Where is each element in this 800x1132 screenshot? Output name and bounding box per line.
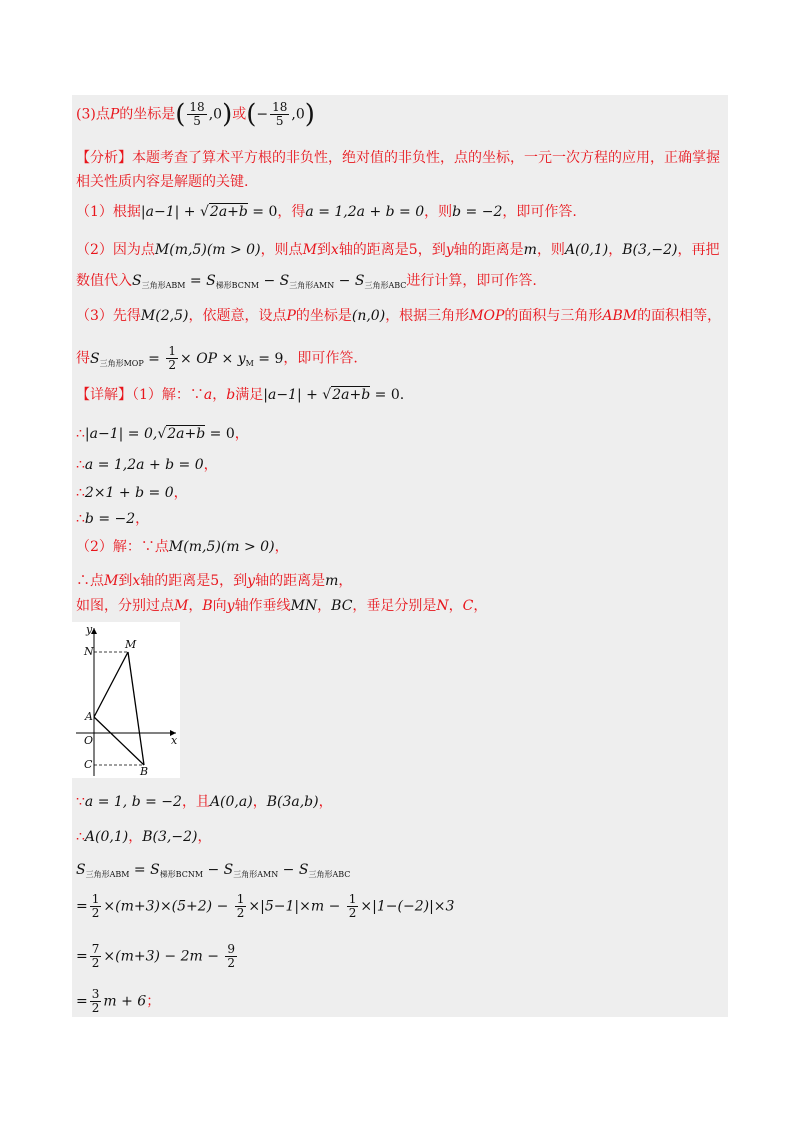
segment-AM: [94, 652, 128, 717]
area-result: = $\frac{3}{2}$ m + 6；: [76, 987, 161, 1015]
area-equation: $S_{三角形ABM} = S_{梯形BCNM} - S_{三角形AMN} - S_{三角形ABC}$: [76, 862, 351, 879]
label-y: y: [86, 623, 93, 636]
analysis-heading: 【分析】本题考查了算术平方根的非负性，绝对值的非负性，点的坐标，一元一次方程的应用，正确掌握: [76, 150, 720, 166]
answer-part3: (3)点P的坐标是( $\frac{18}{5}$ ,0)或(− $\frac{18}{5}$ ,0): [76, 99, 315, 130]
label-B: B: [140, 765, 149, 778]
coordinate-figure: [72, 622, 180, 778]
analysis-step2: （2）因为点M(m,5)(m > 0)，则点M到x轴的距离是5，到y轴的距离是m，则A(0,1)，B(3,−2)，再把: [76, 242, 720, 258]
analysis-step3: （3）先得M(2,5)，依题意，设点P的坐标是(n,0)，根据三角形MOP的面积与三角形ABM的面积相等，: [76, 308, 722, 324]
area-step2: = $\frac{7}{2}$ ×(m+3) − 2m − $\frac{9}{2}$: [76, 942, 236, 970]
analysis-step2-formula: 数值代入$S_{三角形ABM} = S_{梯形BCNM} - S_{三角形AMN} - S_{三角形ABC}$进行计算，即可作答.: [76, 273, 537, 290]
detail-line: ∴|a−1| = 0,√2a+b = 0，: [76, 426, 249, 442]
area-step1: = $\frac{1}{2}$ ×(m+3)×(5+2) − $\frac{1}{2}$ ×|5−1|×m − $\frac{1}{2}$ ×|1−(−2)|×3: [76, 892, 455, 920]
fraction: $\frac{18}{5}$: [272, 100, 288, 128]
segment-MB: [128, 652, 144, 765]
detail-line: ∴b = −2，: [76, 511, 150, 527]
analysis-text: 相关性质内容是解题的关键.: [76, 174, 249, 190]
detail-line: ∴A(0,1)，B(3,−2)，: [76, 829, 212, 845]
label-O: O: [84, 734, 94, 747]
detail-line: ∴a = 1,2a + b = 0，: [76, 457, 218, 473]
detail-line: 如图，分别过点M，B向y轴作垂线MN，BC，垂足分别是N，C，: [76, 598, 488, 614]
detail-line: ∴点M到x轴的距离是5，到y轴的距离是m，: [76, 573, 353, 589]
fraction: $\frac{18}{5}$: [189, 100, 205, 128]
detail-line: ∵a = 1, b = −2，且A(0,a)，B(3a,b)，: [76, 794, 333, 810]
analysis-step1: （1）根据|a−1| + √2a+b = 0，得a = 1,2a + b = 0，则b = −2，即可作答.: [76, 204, 577, 220]
label-N: N: [84, 645, 94, 658]
segment-AB: [94, 717, 144, 765]
label-A: A: [85, 710, 93, 723]
detail-heading: 【详解】（1）解：∵a，b满足|a−1| + √2a+b = 0.: [76, 387, 405, 403]
label-M: M: [125, 638, 137, 651]
label-C: C: [84, 758, 93, 771]
detail-line: ∴2×1 + b = 0，: [76, 485, 188, 501]
detail-part2: （2）解：∵点M(m,5)(m > 0)，: [76, 539, 289, 555]
label-x: x: [171, 734, 178, 747]
analysis-step3-formula: 得$S_{三角形MOP}$ = $\frac{1}{2}$ × OP × $y_M = 9$，即可作答.: [76, 344, 358, 372]
